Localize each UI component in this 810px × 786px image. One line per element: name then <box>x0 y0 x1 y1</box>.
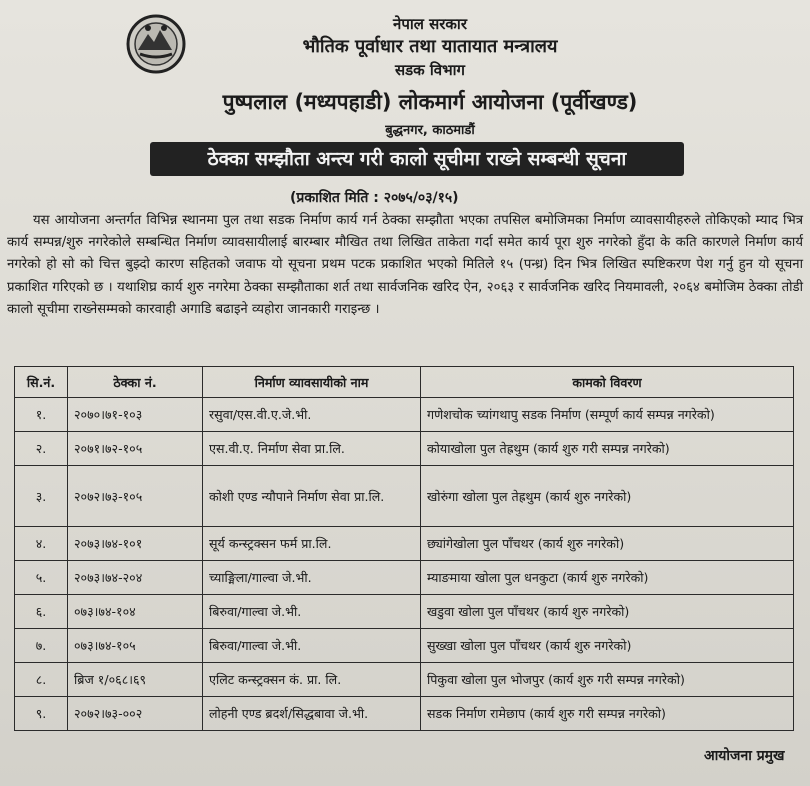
serial-cell: ६. <box>15 595 68 629</box>
column-header-serial: सि.नं. <box>15 367 68 398</box>
column-header-work: कामको विवरण <box>421 367 794 398</box>
contract-no-cell: ब्रिज १/०६८।६९ <box>68 663 203 697</box>
serial-cell: ७. <box>15 629 68 663</box>
contract-no-cell: २०७१।७२-१०५ <box>68 432 203 466</box>
table-row <box>15 663 794 697</box>
contract-no-cell: ०७३।७४-१०४ <box>68 595 203 629</box>
serial-cell: ८. <box>15 663 68 697</box>
serial-cell: १. <box>15 398 68 432</box>
vendor-cell: एस.वी.ए. निर्माण सेवा प्रा.लि. <box>203 432 421 466</box>
column-header-vendor: निर्माण व्यावसायीको नाम <box>203 367 421 398</box>
vendor-cell: एलिट कन्स्ट्रक्सन कं. प्रा. लि. <box>203 663 421 697</box>
contract-no-cell: ०७३।७४-१०५ <box>68 629 203 663</box>
vendor-cell: सूर्य कन्स्ट्रक्सन फर्म प्रा.लि. <box>203 527 421 561</box>
table-row <box>15 595 794 629</box>
vendor-cell: रसुवा/एस.वी.ए.जे.भी. <box>203 398 421 432</box>
vendor-cell: बिरुवा/गाल्वा जे.भी. <box>203 629 421 663</box>
table-row <box>15 527 794 561</box>
contract-no-cell: २०७२।७३-००२ <box>68 697 203 731</box>
serial-cell: ९. <box>15 697 68 731</box>
table-row <box>15 466 794 527</box>
serial-cell: ५. <box>15 561 68 595</box>
vendor-cell: बिरुवा/गाल्वा जे.भी. <box>203 595 421 629</box>
serial-cell: २. <box>15 432 68 466</box>
signature-title: आयोजना प्रमुख <box>704 748 785 764</box>
vendor-cell: च्याङ्मिला/गाल्वा जे.भी. <box>203 561 421 595</box>
contractor-table <box>14 366 794 731</box>
published-date: (प्रकाशित मिति : २०७५/०३/१५) <box>290 190 459 206</box>
work-cell: गणेशचोक च्यांगथापु सडक निर्माण (सम्पूर्ण कार्य सम्पन्न नगरेको) <box>421 398 794 432</box>
work-cell: सडक निर्माण रामेछाप (कार्य शुरु गरी सम्पन्न नगरेको) <box>421 697 794 731</box>
contract-no-cell: २०७३।७४-१०१ <box>68 527 203 561</box>
table-header-row <box>15 367 794 398</box>
column-header-contract-no: ठेक्का नं. <box>68 367 203 398</box>
notice-title-banner: ठेक्का सम्झौता अन्त्य गरी कालो सूचीमा राख्ने सम्बन्धी सूचना <box>150 142 684 176</box>
serial-cell: ४. <box>15 527 68 561</box>
notice-body: यस आयोजना अन्तर्गत विभिन्न स्थानमा पुल तथा सडक निर्माण कार्य गर्न ठेक्का सम्झौता भएका तपसिल बमोजिमका निर्माण व्यावसायीहरुले तोकिएको म्याद भित्र कार्य सम्पन्न/शुरु नगरेकोले सम्बन्धित निर्माण व्यावसायीलाई बारम्बार मौखित तथा लिखित ताकेता गर्दा समेत कार्य पूरा शुरु नगरेको हुँदा के कति कारणले निर्माण कार्य नगरेको हो सो को चित्त बुझ्दो कारण सहितको जवाफ यो सूचना प्रथम पटक प्रकाशित भएको मितिले १५ (पन्ध्र) दिन भित्र लिखित स्पष्टिकरण पेश गर्नु हुन यो सूचना प्रकाशित गरिएको छ । यथाशिघ्र कार्य शुरु नगरेमा ठेक्का सम्झौताका शर्त तथा सार्वजनिक खरिद ऐन, २०६३ र सार्वजनिक खरिद नियमावली, २०६४ बमोजिम ठेक्का तोडी कालो सूचीमा राख्नेसम्मको कारवाही अगाडि बढाइने व्यहोरा जानकारी गराइन्छ । <box>7 213 803 317</box>
government-name: नेपाल सरकार <box>393 15 467 33</box>
work-cell: कोयाखोला पुल तेह्रथुम (कार्य शुरु गरी सम्पन्न नगरेको) <box>421 432 794 466</box>
work-cell: पिकुवा खोला पुल भोजपुर (कार्य शुरु गरी सम्पन्न नगरेको) <box>421 663 794 697</box>
table-row <box>15 629 794 663</box>
work-cell: म्याङमाया खोला पुल धनकुटा (कार्य शुरु नगरेको) <box>421 561 794 595</box>
work-cell: खोरुंगा खोला पुल तेह्रथुम (कार्य शुरु नगरेको) <box>421 466 794 527</box>
work-cell: सुख्खा खोला पुल पाँचथर (कार्य शुरु नगरेको) <box>421 629 794 663</box>
contract-no-cell: २०७०।७१-१०३ <box>68 398 203 432</box>
ministry-name: भौतिक पूर्वाधार तथा यातायात मन्त्रालय <box>302 36 558 57</box>
contract-no-cell: २०७२।७३-१०५ <box>68 466 203 527</box>
serial-cell: ३. <box>15 466 68 527</box>
table-row <box>15 432 794 466</box>
work-cell: खडुवा खोला पुल पाँचथर (कार्य शुरु नगरेको) <box>421 595 794 629</box>
department-name: सडक विभाग <box>394 61 465 79</box>
table-row <box>15 697 794 731</box>
contract-no-cell: २०७३।७४-२०४ <box>68 561 203 595</box>
table-row <box>15 398 794 432</box>
work-cell: छ्यांगेखोला पुल पाँचथर (कार्य शुरु नगरेको) <box>421 527 794 561</box>
vendor-cell: कोशी एण्ड न्यौपाने निर्माण सेवा प्रा.लि. <box>203 466 421 527</box>
office-location: बुद्धनगर, काठमाडौं <box>385 123 475 138</box>
table-row <box>15 561 794 595</box>
project-name: पुष्पलाल (मध्यपहाडी) लोकमार्ग आयोजना (पूर्वीखण्ड) <box>222 90 638 114</box>
vendor-cell: लोहनी एण्ड ब्रदर्श/सिद्धबावा जे.भी. <box>203 697 421 731</box>
